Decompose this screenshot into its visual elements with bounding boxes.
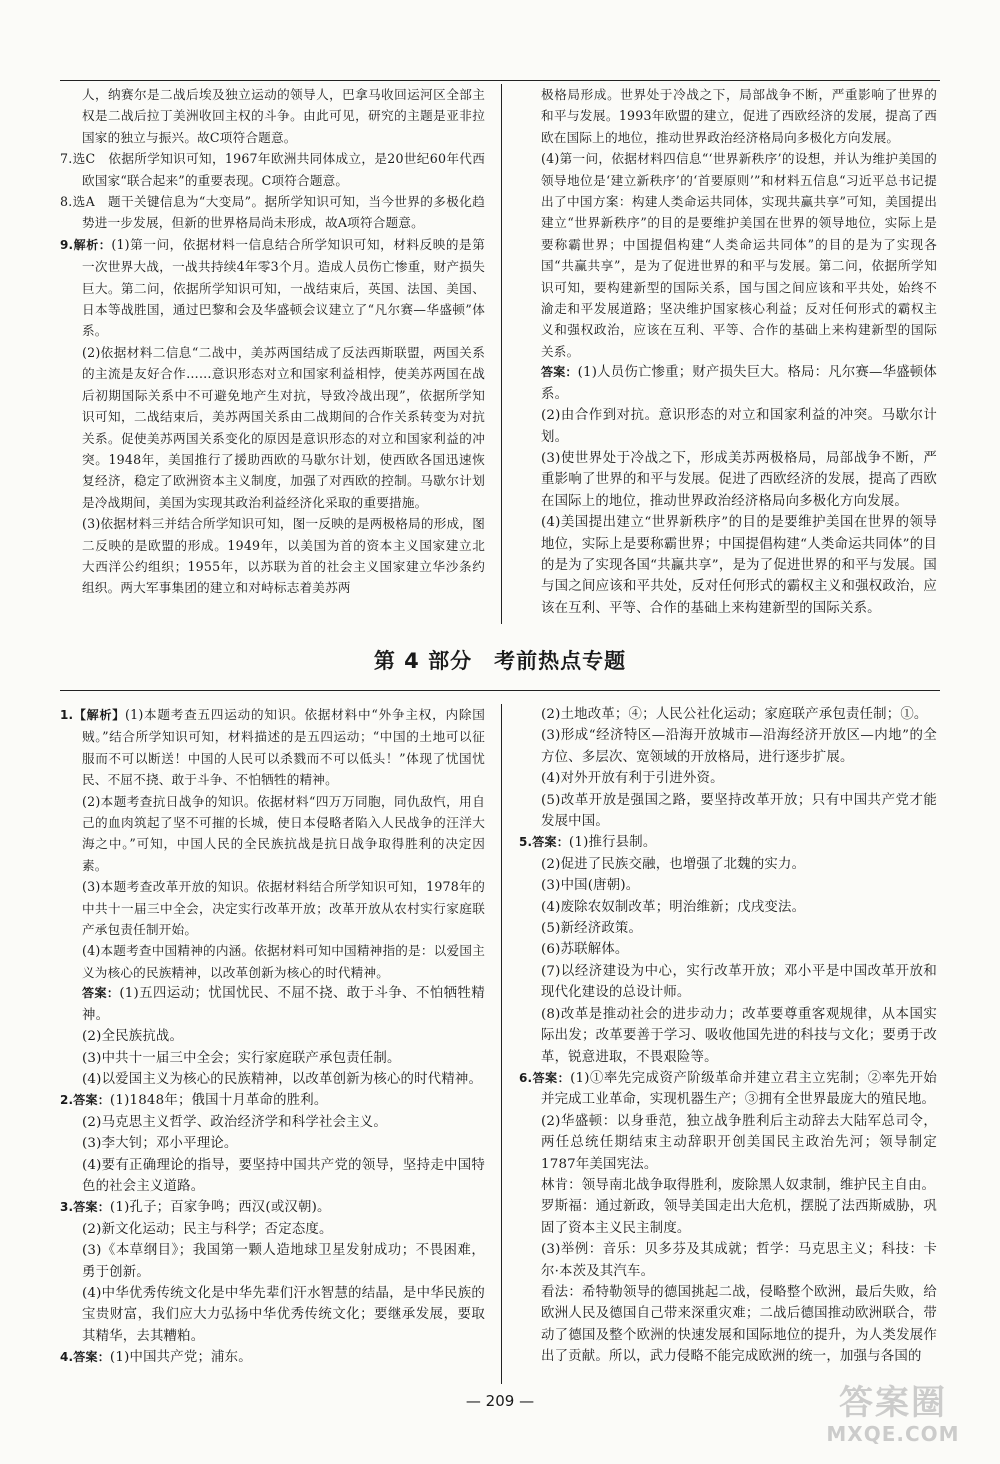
paragraph-text: (1)1848年；俄国十月革命的胜利。 xyxy=(109,1093,328,1109)
paragraph xyxy=(60,1219,485,1240)
paragraph-text: 罗斯福：通过新政，领导美国走出大危机，摆脱了法西斯威胁，巩固了资本主义民主制度。 xyxy=(541,1199,937,1236)
answer-label: 9.解析： xyxy=(60,237,112,252)
paragraph xyxy=(519,790,937,833)
paragraph-text: (3)中共十一届三中全会；实行家庭联产承包责任制。 xyxy=(82,1050,401,1066)
paragraph-text: (4)中华优秀传统文化是中华先辈们汗水智慧的结晶，是中华民族的宝贵财富，我们应大力弘扬中华优秀传统文化；要继承发展，要取其精华，去其糟粕。 xyxy=(82,1285,485,1344)
paragraph-text: (1)第一问，依据材料一信息结合所学知识可知，材料反映的是第一次世界大战，一战共持续4年零3个月。造成人员伤亡惨重，财产损失巨大。第二问，依据所学知识可知，一战结束后，英国、法国、美国、日本等战胜国，通过巴黎和会及华盛顿会议建立了“凡尔赛—华盛顿”体系。 xyxy=(82,236,485,339)
paragraph xyxy=(519,854,937,875)
paragraph xyxy=(60,791,485,877)
paragraph-text: (4)废除农奴制改革；明治维新；戊戌变法。 xyxy=(541,899,806,915)
paragraph xyxy=(60,1069,485,1090)
paragraph-text: 看法：希特勒领导的德国挑起二战，侵略整个欧洲，最后失败，给欧洲人民及德国自己带来深重灾难；二战后德国推动欧洲联合，带动了德国及整个欧洲的快速发展和国际地位的提升，为人类发展作出了贡献。所以，武力侵略不能完成欧洲的统一，加强与各国的 xyxy=(541,1284,937,1365)
paragraph-text: (3)形成“经济特区—沿海开放城市—沿海经济开放区—内地”的全方位、多层次、宽领域的开放格局，进行逐步扩展。 xyxy=(541,728,937,765)
paragraph xyxy=(60,1283,485,1347)
bottom-right-column xyxy=(519,704,937,1368)
paragraph-text: 7.选C 依据所学知识可知，1967年欧洲共同体成立，是20世纪60年代西欧国家“联合起来”的重要表现。C项符合题意。 xyxy=(60,151,485,188)
paragraph xyxy=(60,84,485,148)
paragraph-text: (3)本题考查改革开放的知识。依据材料结合所学知识可知，1978年的中共十一届三中全会，决定实行改革开放；改革开放从农村实行家庭联产承包责任制开始。 xyxy=(82,879,485,938)
paragraph-text: (1)本题考查五四运动的知识。依据材料中“外争主权，内除国贼。”结合所学知识可知，材料描述的是五四运动；“中国的土地可以征服而不可以断送！中国的人民可以杀戮而不可以低头！”体现了忧国忧民、不屈不挠、敢于斗争、不怕牺牲的精神。 xyxy=(82,707,486,788)
paragraph xyxy=(60,234,485,342)
paragraph-text: 林肯：领导南北战争取得胜利，废除黑人奴隶制，维护民主自由。 xyxy=(541,1177,936,1193)
page-number: — 209 — xyxy=(465,1392,535,1410)
paragraph xyxy=(519,768,937,789)
paragraph-text: (2)由合作到对抗。意识形态的对立和国家利益的冲突。马歇尔计划。 xyxy=(541,408,937,445)
answer-label: 2.答案： xyxy=(60,1093,110,1108)
paragraph xyxy=(60,1026,485,1047)
paragraph xyxy=(60,876,485,940)
paragraph-text: (3)《本草纲目》；我国第一颗人造地球卫星发射成功；不畏困难，勇于创新。 xyxy=(82,1243,485,1280)
paragraph xyxy=(519,405,937,448)
paragraph xyxy=(60,1090,485,1111)
paragraph-text: (1)人员伤亡惨重；财产损失巨大。格局：凡尔赛—华盛顿体系。 xyxy=(541,365,937,402)
section-title: 第 4 部分 考前热点专题 xyxy=(373,649,627,673)
paragraph xyxy=(519,1239,937,1282)
answer-label: 答案： xyxy=(82,986,120,1001)
paragraph xyxy=(60,940,485,983)
paragraph-text: (2)土地改革；④；人民公社化运动；家庭联产承包责任制；①。 xyxy=(541,707,928,722)
paragraph-text: (1)推行县制。 xyxy=(568,835,657,851)
paragraph-text: (2)依据材料二信息“二战中，美苏两国结成了反法西斯联盟，两国关系的主流是友好合作……意识形态对立和国家利益相悖，使美苏两国在战后初期国际关系中不可避免地产生对抗，导致冷战出现”，依据所学知识可知，二战结束后，美苏两国关系由二战期间的合作关系转变为对抗关系。促使美苏两国关系变化的原因是意识形态的对立和国家利益的冲突。1948年，美国推行了援助西欧的马歇尔计划，使西欧各国迅速恢复经济，稳定了欧洲资本主义制度，加强了对西欧的控制。马歇尔计划是冷战期间，美国为实现其政治利益经济化采取的重要措施。 xyxy=(82,344,485,510)
paragraph xyxy=(519,148,937,362)
paragraph xyxy=(60,148,485,191)
paragraph xyxy=(60,1240,485,1283)
paragraph xyxy=(60,704,485,791)
paragraph-text: (4)以爱国主义为核心的民族精神，以改革创新为核心的时代精神。 xyxy=(82,1071,483,1087)
paragraph-text: (2)促进了民族交融，也增强了北魏的实力。 xyxy=(541,856,806,872)
paragraph-text: (5)新经济政策。 xyxy=(541,921,643,937)
answer-label: 3.答案： xyxy=(60,1200,110,1215)
paragraph xyxy=(60,513,485,599)
paragraph xyxy=(519,875,937,896)
paragraph xyxy=(519,1004,937,1068)
top-rule xyxy=(60,80,940,81)
paragraph xyxy=(519,704,937,725)
paragraph-text: (3)中国(唐朝)。 xyxy=(541,878,640,894)
paragraph xyxy=(60,1347,485,1368)
answer-label: 6.答案： xyxy=(519,1070,571,1085)
paragraph-text: (5)改革开放是强国之路，要坚持改革开放；只有中国共产党才能发展中国。 xyxy=(541,792,937,830)
paragraph xyxy=(519,1111,937,1175)
paragraph xyxy=(519,512,937,619)
paragraph-text: (2)本题考查抗日战争的知识。依据材料“四万万同胞，同仇敌忾，用自己的血肉筑起了坚不可摧的长城，使日本侵略者陷入人民战争的汪洋大海之中。”可知，中国人民的全民族抗战是抗日战争取得胜利的决定因素。 xyxy=(82,793,485,873)
answer-label: 4.答案： xyxy=(60,1350,110,1365)
paragraph xyxy=(519,832,937,853)
paragraph xyxy=(60,342,485,513)
watermark-url: MXQE.COM xyxy=(826,1422,960,1446)
answer-label: 1.【解析】 xyxy=(60,708,126,722)
paragraph xyxy=(60,1133,485,1154)
paragraph xyxy=(60,1048,485,1069)
bottom-left-column xyxy=(60,704,485,1369)
watermark-logo-text: 答案圈 xyxy=(839,1383,947,1423)
top-left-column xyxy=(60,84,485,599)
answer-label: 答案： xyxy=(541,365,578,380)
paragraph xyxy=(519,961,937,1004)
paragraph-text: (2)马克思主义哲学、政治经济学和科学社会主义。 xyxy=(82,1114,387,1130)
paragraph-text: (3)使世界处于冷战之下，形成美苏两极格局，局部战争不断，严重影响了世界的和平与发展。促进了西欧经济的发展，提高了西欧在国际上的地位，推动世界政治经济格局向多极化方向发展。 xyxy=(541,450,937,509)
answer-label: 5.答案： xyxy=(519,835,569,850)
paragraph-text: (7)以经济建设为中心，实行改革开放；邓小平是中国改革开放和现代化建设的总设计师。 xyxy=(541,963,937,1001)
paragraph xyxy=(519,725,937,768)
paragraph xyxy=(519,918,937,939)
paragraph-text: 8.选A 题干关键信息为“大变局”。据所学知识可知，当今世界的多极化趋势进一步发展，但新的世界格局尚未形成，故A项符合题意。 xyxy=(60,194,485,231)
paragraph-text: (4)第一问，依据材料四信息“‘世界新秩序’的设想，并认为维护美国的领导地位是‘建立新秩序’的‘首要原则’”和材料五信息“习近平总书记提出了中国方案：构建人类命运共同体，实现共赢共享”可知，美国提出建立“世界新秩序”的目的是要维护美国在世界的领导地位，实际上是要称霸世界；中国提倡构建“人类命运共同体”的目的是为了实现各国“共赢共享”，是为了促进世界的和平与发展。第二问，依据所学知识可知，要构建新型的国际关系，国与国之间应该和平共处，始终不渝走和平发展道路；坚决维护国家核心利益；反对任何形式的霸权主义和强权政治，应该在互利、平等、合作的基础上来构建新型的国际关系。 xyxy=(541,151,937,359)
paragraph-text: 极格局形成。世界处于冷战之下，局部战争不断，严重影响了世界的和平与发展。1993年欧盟的建立，促进了西欧经济的发展，提高了西欧在国际上的地位，推动世界政治经济格局向多极化方向发展。 xyxy=(541,87,937,145)
paragraph-text: (1)①率先完成资产阶级革命并建立君主立宪制；②率先开始并完成工业革命，实现机器生产；③拥有全世界最庞大的殖民地。 xyxy=(541,1070,937,1108)
paragraph-text: (4)要有正确理论的指导，要坚持中国共产党的领导，坚持走中国特色的社会主义道路。 xyxy=(82,1157,485,1194)
paragraph-text: (3)举例：音乐：贝多芬及其成就；哲学：马克思主义；科技：卡尔·本茨及其汽车。 xyxy=(541,1242,937,1279)
paragraph-text: (8)改革是推动社会的进步动力；改革要尊重客观规律，从本国实际出发；改革要善于学习、吸收他国先进的科技与文化；要勇于改革，锐意进取，不畏艰险等。 xyxy=(541,1006,937,1065)
paragraph-text: 人，纳赛尔是二战后埃及独立运动的领导人，巴拿马收回运河区全部主权是二战后拉丁美洲收回主权的斗争。由此可见，研究的主题是亚非拉国家的独立与振兴。故C项符合题意。 xyxy=(82,87,485,145)
column-divider-bottom xyxy=(501,704,502,1384)
paragraph xyxy=(519,84,937,148)
paragraph-text: (6)苏联解体。 xyxy=(541,942,629,958)
paragraph-text: (2)华盛顿：以身垂范，独立战争胜利后主动辞去大陆军总司令，两任总统任期结束主动辞职开创美国民主政治先河；领导制定1787年美国宪法。 xyxy=(541,1113,937,1172)
paragraph xyxy=(519,1175,937,1196)
paragraph xyxy=(519,1068,937,1111)
top-right-column xyxy=(519,84,937,619)
paragraph xyxy=(519,448,937,512)
watermark-logo xyxy=(808,1384,978,1454)
paragraph xyxy=(60,1197,485,1218)
paragraph-text: (2)全民族抗战。 xyxy=(82,1029,184,1045)
paragraph xyxy=(519,897,937,918)
paragraph xyxy=(519,362,937,405)
paragraph xyxy=(60,1155,485,1198)
paragraph-text: (1)孔子；百家争鸣；西汉(或汉朝)。 xyxy=(109,1200,331,1216)
paragraph-text: (1)中国共产党；浦东。 xyxy=(109,1350,252,1366)
paragraph xyxy=(519,939,937,960)
paragraph-text: (1)五四运动；忧国忧民、不屈不挠、敢于斗争、不怕牺牲精神。 xyxy=(82,986,485,1023)
paragraph xyxy=(519,1196,937,1239)
paragraph-text: (3)依据材料三并结合所学知识可知，图一反映的是两极格局的形成，图二反映的是欧盟的形成。1949年，以美国为首的资本主义国家建立北大西洋公约组织；1955年，以苏联为首的社会主义国家建立华沙条约组织。两大军事集团的建立和对峙标志着美苏两 xyxy=(82,516,485,596)
paragraph xyxy=(519,1282,937,1368)
paragraph-text: (4)美国提出建立“世界新秩序”的目的是要维护美国在世界的领导地位，实际上是要称霸世界；中国提倡构建“人类命运共同体”的目的是为了实现各国“共赢共享”，是为了促进世界的和平与发展。国与国之间应该和平共处，反对任何形式的霸权主义和强权政治，应该在互利、平等、合作的基础上来构建新型的国际关系。 xyxy=(541,515,937,616)
paragraph xyxy=(60,191,485,234)
paragraph-text: (2)新文化运动；民主与科学；否定态度。 xyxy=(82,1221,333,1237)
paragraph-text: (3)李大钊；邓小平理论。 xyxy=(82,1136,238,1152)
section-rule xyxy=(60,690,940,691)
paragraph xyxy=(60,1112,485,1133)
column-divider-top xyxy=(501,84,502,624)
paragraph xyxy=(60,983,485,1026)
paragraph-text: (4)本题考查中国精神的内涵。依据材料可知中国精神指的是：以爱国主义为核心的民族精神，以改革创新为核心的时代精神。 xyxy=(82,943,485,980)
paragraph-text: (4)对外开放有利于引进外资。 xyxy=(541,771,724,787)
